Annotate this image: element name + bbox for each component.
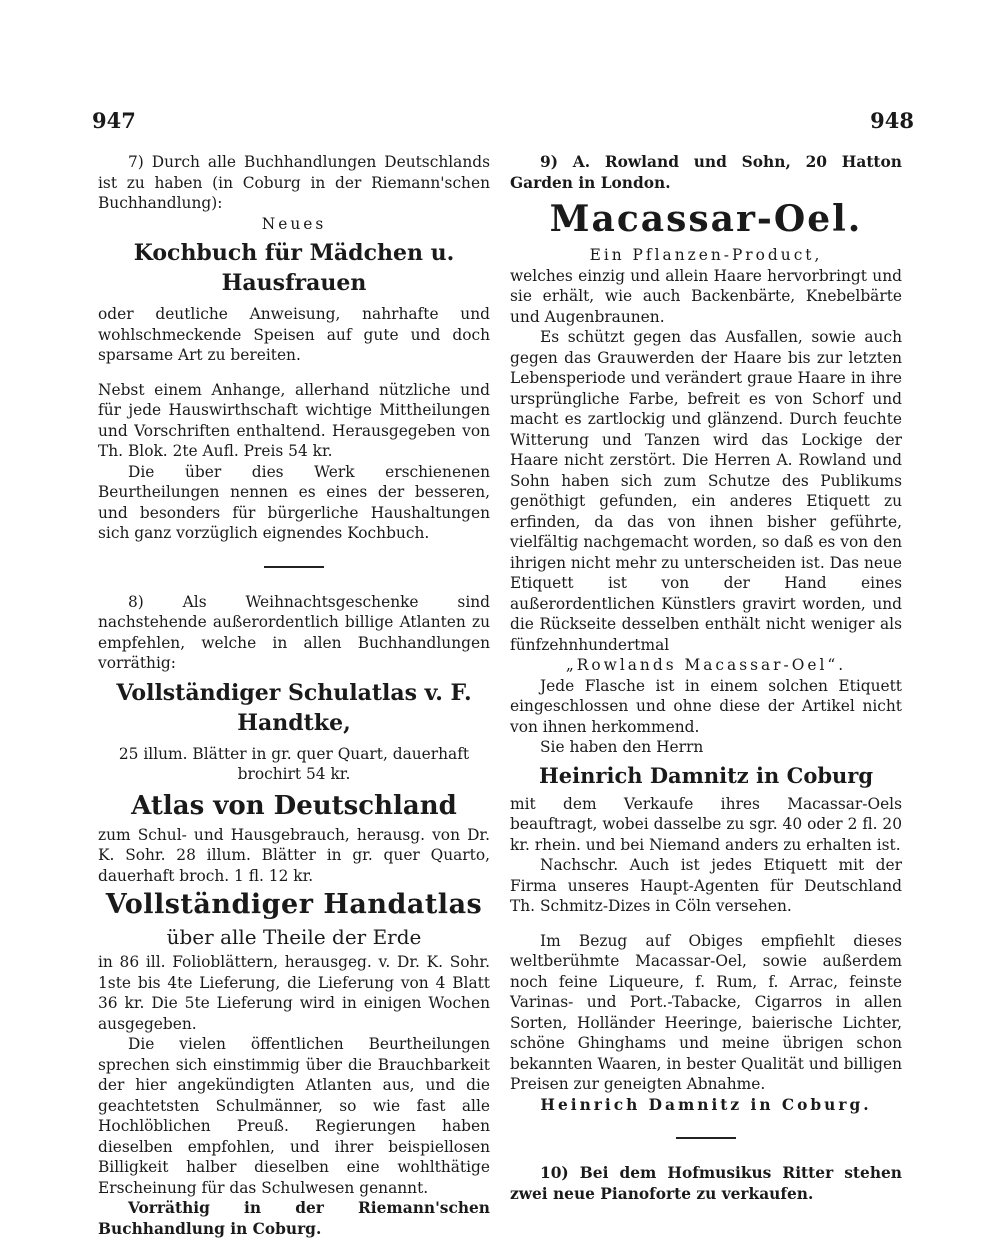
advertisement-10 bbox=[510, 1163, 902, 1204]
ad8-title-atlas-deutschland: Atlas von Deutschland bbox=[98, 789, 490, 823]
ad8-title-schulatlas: Vollständiger Schulatlas v. F. Handtke, bbox=[98, 678, 490, 738]
ad9-paragraph-5: mit dem Verkaufe ihres Macassar-Oels beauftragt, wobei dasselbe zu sgr. 40 oder 2 fl. 20 kr. rhein. und bei Niemand anders zu erhalten ist. bbox=[510, 794, 902, 856]
ad8-desc-atlas-deutschland: zum Schul- und Hausgebrauch, herausg. von Dr. K. Sohr. 28 illum. Blätter in gr. quer Quarto, dauerhaft broch. 1 fl. 12 kr. bbox=[98, 825, 490, 887]
ad9-signature: Heinrich Damnitz in Coburg. bbox=[510, 1095, 902, 1116]
right-column bbox=[510, 152, 902, 1204]
ad7-subtitle: oder deutliche Anweisung, nahrhafte und wohlschmeckende Speisen auf gute und doch sparsame Art zu bereiten. bbox=[98, 304, 490, 366]
advertisement-7 bbox=[98, 152, 490, 544]
ad8-desc-schulatlas: 25 illum. Blätter in gr. quer Quart, dauerhaft brochirt 54 kr. bbox=[98, 744, 490, 785]
ad7-neues: Neues bbox=[98, 214, 490, 235]
ad9-paragraph-1: welches einzig und allein Haare hervorbringt und sie erhält, wie auch Backenbärte, Knebelbärte und Augenbraunen. bbox=[510, 266, 902, 328]
advertisement-9 bbox=[510, 152, 902, 1115]
ad8-intro: 8) Als Weihnachtsgeschenke sind nachstehende außerordentlich billige Atlanten zu empfehlen, welche in allen Buchhandlungen vorräthig: bbox=[98, 592, 490, 674]
newspaper-page bbox=[88, 108, 918, 1118]
ad9-paragraph-4: Sie haben den Herrn bbox=[510, 737, 902, 758]
left-column bbox=[98, 152, 490, 1239]
ad9-paragraph-7: Im Bezug auf Obiges empfiehlt dieses weltberühmte Macassar-Oel, sowie außerdem noch feine Liqueure, f. Rum, f. Arrac, feinste Varinas- und Port.-Tabacke, Cigarros in allen Sorten, Holländer Heeringe, baierische Lichter, schöne Ghinghams und meine übrigen schon bekannten Waaren, in bester Qualität und billigen Preisen zur geneigten Abnahme. bbox=[510, 931, 902, 1095]
ad9-paragraph-3: Jede Flasche ist in einem solchen Etiquett eingeschlossen und ohne diese der Artikel nicht von ihnen herkommend. bbox=[510, 676, 902, 738]
ad8-desc-handatlas: in 86 ill. Folioblättern, herausgeg. v. Dr. K. Sohr. 1ste bis 4te Lieferung, die Lieferung von 4 Blatt 36 kr. Die 5te Lieferung wird in einigen Wochen ausgegeben. bbox=[98, 952, 490, 1034]
ad7-body-1: Nebst einem Anhange, allerhand nützliche und für jede Hauswirthschaft wichtige Mittheilungen und Vorschriften enthaltend. Herausgegeben von Th. Blok. 2te Aufl. Preis 54 kr. bbox=[98, 380, 490, 462]
ad8-subtitle-handatlas: über alle Theile der Erde bbox=[98, 924, 490, 950]
divider-rule-left bbox=[264, 566, 324, 568]
ad8-body: Die vielen öffentlichen Beurtheilungen sprechen sich einstimmig über die Brauchbarkeit der hier angekündigten Atlanten aus, und die geachtetsten Schulmänner, so wie fast alle Hochlöblichen Preuß. Regierungen haben dieselben empfohlen, und ihrer beispiellosen Billigkeit halber dieselben eine wohlthätige Erscheinung für das Schulwesen genannt. bbox=[98, 1034, 490, 1198]
advertisement-8 bbox=[98, 592, 490, 1239]
ad8-footer: Vorräthig in der Riemann'schen Buchhandlung in Coburg. bbox=[98, 1198, 490, 1239]
ad9-quote: „Rowlands Macassar-Oel“. bbox=[510, 655, 902, 676]
ad8-title-handatlas: Vollständiger Handatlas bbox=[98, 888, 490, 922]
page-number-right: 948 bbox=[870, 108, 914, 133]
ad9-intro: 9) A. Rowland und Sohn, 20 Hatton Garden in London. bbox=[510, 152, 902, 193]
ad9-postscript: Nachschr. Auch ist jedes Etiquett mit der Firma unseres Haupt-Agenten für Deutschland Th. Schmitz-Dizes in Cöln versehen. bbox=[510, 855, 902, 917]
ad7-title: Kochbuch für Mädchen u. Hausfrauen bbox=[98, 238, 490, 298]
ad7-body-2: Die über dies Werk erschienenen Beurtheilungen nennen es eines der besseren, und besonders für bürgerliche Haushaltungen sich ganz vorzüglich eignendes Kochbuch. bbox=[98, 462, 490, 544]
ad7-intro: 7) Durch alle Buchhandlungen Deutschlands ist zu haben (in Coburg in der Riemann'schen Buchhandlung): bbox=[98, 152, 490, 214]
ad9-paragraph-2: Es schützt gegen das Ausfallen, sowie auch gegen das Grauwerden der Haare bis zur letzten Lebensperiode und verändert graue Haare in ihre ursprüngliche Farbe, befreit es von Schorf und macht es zartlockig und glänzend. Durch feuchte Witterung und Tanzen wird das Lockige der Haare nicht zerstört. Die Herren A. Rowland und Sohn haben sich zum Schutze des Publikums genöthigt gefunden, ein anderes Etiquett zu erfinden, da das von ihnen bisher geführte, vielfältig nachgemacht worden, so daß es von den ihrigen nicht mehr zu unterscheiden ist. Das neue Etiquett ist von der Hand eines außerordentlichen Künstlers gravirt worden, und die Rückseite desselben enthält nicht weniger als fünfzehnhundertmal bbox=[510, 327, 902, 655]
ad9-subtitle: Ein Pflanzen-Product, bbox=[510, 245, 902, 266]
ad10-text: 10) Bei dem Hofmusikus Ritter stehen zwei neue Pianoforte zu verkaufen. bbox=[510, 1163, 902, 1204]
ad9-name-heading: Heinrich Damnitz in Coburg bbox=[510, 762, 902, 790]
ad9-title: Macassar-Oel. bbox=[510, 197, 902, 241]
page-number-left: 947 bbox=[92, 108, 136, 133]
divider-rule-right bbox=[676, 1137, 736, 1139]
